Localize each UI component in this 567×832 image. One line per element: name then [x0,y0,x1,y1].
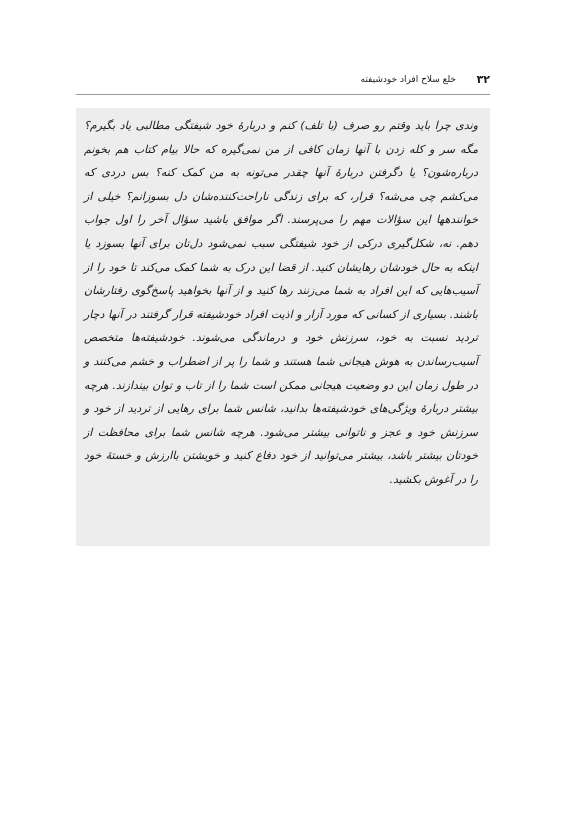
page-header [76,72,490,88]
highlighted-text-box [76,108,490,546]
body-paragraph: وندی چرا باید وقتم رو صرف (با تلف) کنم و دربارهٔ خود شیفتگی مطالبی یاد بگیرم؟ مگه سر و کله زدن با آنها زمان کافی از من نمی‌گیره که حالا بیام کتاب هم بخونم درباره‌شون؟ یا دگرفتن دربارهٔ آنها چقدر می‌تونه به من کمک کنه؟ بس دردی که می‌کشم چی می‌شه؟ قرار، که برای زندگی ناراحت‌کننده‌شان دل بسوزانم؟ خیلی از خوانندهها این سؤالات مهم را می‌پرسند. اگر موافق باشید سؤال آخر را اول جواب دهم. نه، شکل‌گیری درکی از خود شیفتگی سبب نمی‌شود دل‌تان برای آنها بسوزد یا اینکه به حال خودشان رهایشان کنید. از قضا این درک به شما کمک می‌کند تا خود را از آسیب‌هایی که این افراد به شما می‌زنند رها کنید و از آنها بخواهید پاسخ‌گوی رفتارشان باشند. بسیاری از کسانی که مورد آزار و اذیت افراد خودشیفته قرار گرفتند در آنها دچار تردید نسبت به خود، سرزنش خود و درماندگی می‌شوند. خودشیفته‌ها متخصص آسیب‌رساندن به هوش هیجانی شما هستند و شما را پر از اضطراب و خشم می‌کنند و در طول زمان این دو وضعیت هیجانی ممکن است شما را از تاب و توان بیندازند. هرچه بیشتر دربارهٔ ویژگی‌های خودشیفته‌ها بدانید، شانس شما برای رهایی از تردید از خود و سرزنش خود و عجز و ناتوانی بیشتر می‌شود. هرچه شانس شما برای محافظت از خودتان بیشتر باشد، بیشتر می‌توانید از خود دفاع کنید و خویشتن باارزش و خستهٔ خود را در آغوش بکشید. [84,119,478,486]
header-divider [76,94,490,95]
page-number: ۳۲ [476,73,490,86]
running-title: خلع سلاح افراد خودشیفته [360,75,456,85]
